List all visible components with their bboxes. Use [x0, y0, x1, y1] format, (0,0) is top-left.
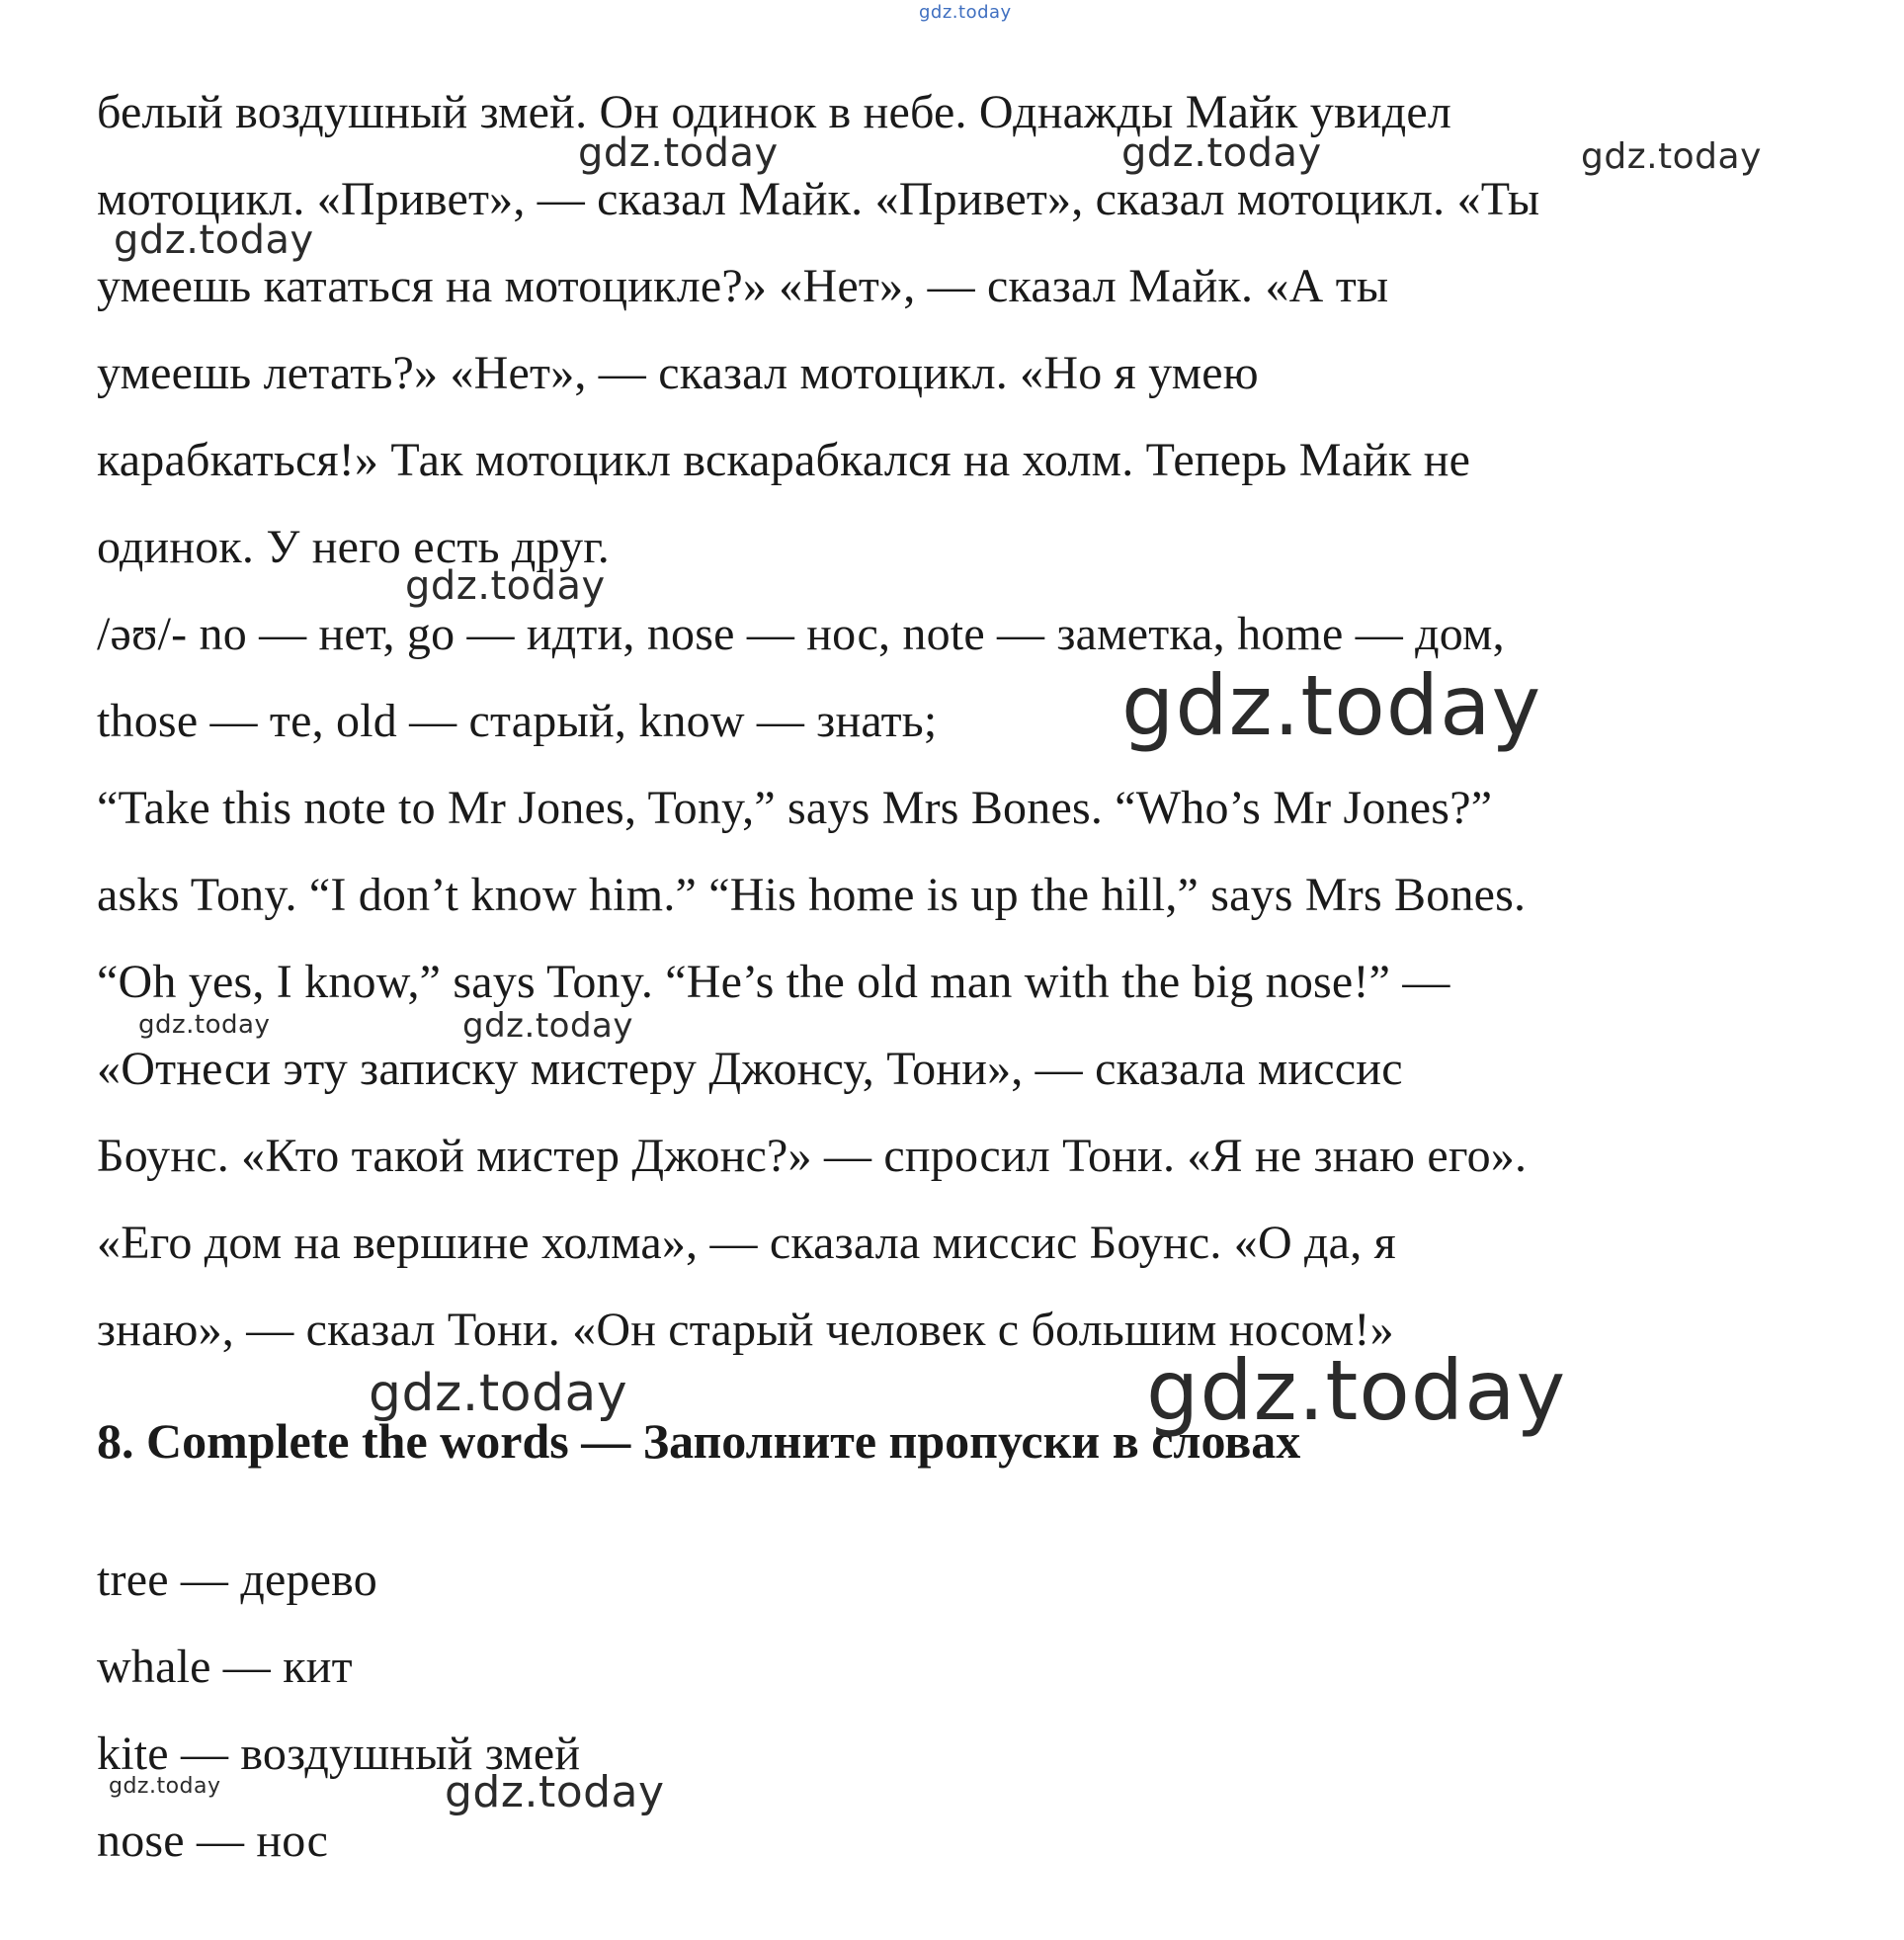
paragraph-line: карабкаться!» Так мотоцикл вскарабкался на холм. Теперь Майк не	[97, 434, 1471, 486]
paragraph-line: умеешь летать?» «Нет», — сказал мотоцикл. «Но я умею	[97, 347, 1259, 399]
watermark: gdz.today	[114, 217, 314, 263]
paragraph-line: мотоцикл. «Привет», — сказал Майк. «Привет», сказал мотоцикл. «Ты	[97, 173, 1540, 225]
paragraph-line: “Take this note to Mr Jones, Tony,” says Mrs Bones. “Who’s Mr Jones?”	[97, 782, 1493, 834]
paragraph-line: Боунс. «Кто такой мистер Джонс?» — спросил Тони. «Я не знаю его».	[97, 1130, 1528, 1182]
watermark: gdz.today	[578, 130, 779, 176]
watermark: gdz.today	[445, 1767, 665, 1817]
watermark: gdz.today	[405, 563, 606, 609]
watermark: gdz.today	[1146, 1342, 1567, 1439]
paragraph-line: «Отнеси эту записку мистеру Джонсу, Тони», — сказала миссис	[97, 1043, 1403, 1095]
word-list-item: tree — дерево	[97, 1554, 377, 1606]
section-heading: 8. Complete the words — Заполните пропуски в словах	[97, 1413, 1301, 1469]
document-body	[97, 69, 1865, 1374]
paragraph-line: умеешь кататься на мотоцикле?» «Нет», — сказал Майк. «А ты	[97, 260, 1389, 312]
word-list-item: kite — воздушный змей	[97, 1728, 581, 1780]
header-watermark: gdz.today	[919, 2, 1012, 23]
watermark: gdz.today	[138, 1010, 271, 1040]
paragraph-line: asks Tony. “I don’t know him.” “His home is up the hill,” says Mrs Bones.	[97, 869, 1527, 921]
word-list-item: nose — нос	[97, 1814, 329, 1867]
paragraph-line: “Oh yes, I know,” says Tony. “He’s the old man with the big nose!” —	[97, 956, 1450, 1008]
paragraph-line: одинок. У него есть друг.	[97, 521, 610, 573]
watermark: gdz.today	[1581, 136, 1762, 177]
word-list-item: whale — кит	[97, 1641, 353, 1693]
watermark: gdz.today	[462, 1006, 633, 1046]
watermark: gdz.today	[369, 1364, 628, 1423]
paragraph-line: «Его дом на вершине холма», — сказала миссис Боунс. «О да, я	[97, 1217, 1396, 1269]
paragraph-line: /əʊ/- no — нет, go — идти, nose — нос, note — заметка, home — дом,	[97, 608, 1505, 660]
paragraph-line: знаю», — сказал Тони. «Он старый человек с большим носом!»	[97, 1304, 1394, 1356]
paragraph-line: those — те, old — старый, know — знать;	[97, 695, 938, 747]
word-list	[97, 1537, 580, 1885]
paragraph-line: белый воздушный змей. Он одинок в небе. Однажды Майк увидел	[97, 86, 1452, 138]
watermark: gdz.today	[109, 1774, 221, 1799]
watermark: gdz.today	[1121, 657, 1542, 754]
watermark: gdz.today	[1121, 130, 1322, 176]
